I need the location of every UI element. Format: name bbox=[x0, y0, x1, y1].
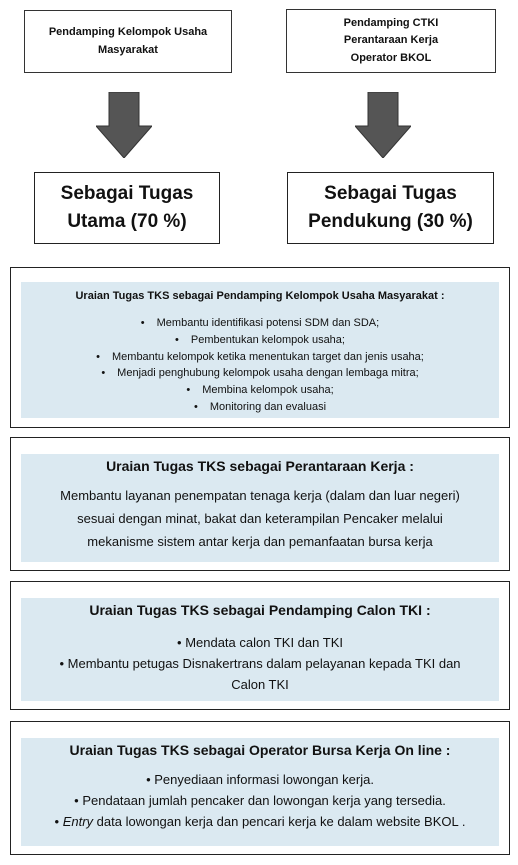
bullet-icon: • bbox=[177, 635, 182, 650]
bullet-icon: • bbox=[186, 384, 191, 397]
main-task-box bbox=[34, 172, 220, 244]
list-item bbox=[21, 332, 499, 349]
list-item-text: Penyediaan informasi lowongan kerja. bbox=[154, 772, 374, 787]
role-label-line: Perantaraan Kerja bbox=[343, 34, 439, 47]
bullet-icon: • bbox=[74, 793, 79, 808]
list-item bbox=[21, 769, 499, 790]
section-perantaraan-kerja bbox=[10, 437, 510, 571]
bullet-icon: • bbox=[101, 367, 106, 380]
section-bursa-kerja-online bbox=[10, 721, 510, 855]
section-panel bbox=[21, 454, 499, 562]
duty-list bbox=[21, 315, 499, 416]
bullet-icon: • bbox=[140, 317, 145, 329]
list-item-text: Membina kelompok usaha; bbox=[202, 384, 334, 397]
support-task-box bbox=[287, 172, 494, 244]
list-item bbox=[21, 653, 499, 674]
section-title: Uraian Tugas TKS sebagai Operator Bursa Kerja On line : bbox=[69, 742, 451, 758]
description-line: sesuai dengan minat, bakat dan keterampilan Pencaker melalui bbox=[77, 511, 443, 526]
section-description bbox=[21, 484, 499, 553]
list-item-text: data lowongan kerja dan pencari kerja ke dalam website BKOL . bbox=[93, 814, 466, 829]
list-item-text: Pendataan jumlah pencaker dan lowongan kerja yang tersedia. bbox=[82, 793, 446, 808]
list-item-text: Membantu identifikasi potensi SDM dan SDA; bbox=[156, 317, 380, 329]
section-title: Uraian Tugas TKS sebagai Perantaraan Kerja : bbox=[106, 458, 414, 474]
task-title-line: Sebagai Tugas bbox=[324, 183, 457, 205]
duty-list bbox=[21, 632, 499, 695]
bullet-icon: • bbox=[175, 333, 179, 346]
list-item bbox=[21, 399, 499, 416]
bullet-icon: • bbox=[59, 656, 65, 671]
task-percentage-line: Utama (70 %) bbox=[67, 211, 187, 232]
role-box-kelompok-usaha bbox=[24, 10, 232, 73]
list-item bbox=[21, 632, 499, 653]
duty-list bbox=[21, 769, 499, 832]
bullet-icon: • bbox=[193, 400, 198, 413]
task-title-line: Sebagai Tugas bbox=[60, 183, 194, 205]
section-panel bbox=[21, 738, 499, 846]
list-item-text: Membantu kelompok ketika menentukan target dan jenis usaha; bbox=[112, 350, 424, 363]
role-label-line: Operator BKOL bbox=[350, 51, 432, 64]
task-percentage-line: Pendukung (30 %) bbox=[308, 211, 473, 232]
section-kelompok-usaha bbox=[10, 267, 510, 428]
list-item bbox=[21, 811, 499, 832]
list-item-text: Pembentukan kelompok usaha; bbox=[190, 333, 345, 346]
list-item-emphasis: Entry bbox=[62, 814, 94, 829]
bullet-icon: • bbox=[96, 350, 100, 363]
bullet-icon: • bbox=[146, 772, 151, 787]
section-panel bbox=[21, 598, 499, 701]
list-item-text: Menjadi penghubung kelompok usaha dengan lembaga mitra; bbox=[117, 367, 419, 380]
list-item-continuation: Calon TKI bbox=[231, 677, 289, 692]
role-box-ctki-bkol bbox=[286, 9, 496, 73]
role-label-line: Masyarakat bbox=[98, 43, 158, 56]
bullet-icon: • bbox=[54, 814, 60, 829]
list-item-text: Mendata calon TKI dan TKI bbox=[185, 635, 343, 650]
list-item-text: Membantu petugas Disnakertrans dalam pelayanan kepada TKI dan bbox=[67, 656, 461, 671]
list-item bbox=[21, 349, 499, 366]
section-title: Uraian Tugas TKS sebagai Pendamping Calon TKI : bbox=[89, 602, 431, 618]
section-calon-tki bbox=[10, 581, 510, 710]
description-line: Membantu layanan penempatan tenaga kerja (dalam dan luar negeri) bbox=[60, 488, 460, 503]
list-item bbox=[21, 315, 499, 332]
list-item bbox=[21, 382, 499, 399]
down-arrow-icon bbox=[355, 92, 411, 158]
down-arrow-icon bbox=[96, 92, 152, 158]
description-line: mekanisme sistem antar kerja dan pemanfaatan bursa kerja bbox=[87, 534, 433, 549]
section-panel bbox=[21, 282, 499, 418]
role-label-line: Pendamping Kelompok Usaha bbox=[48, 26, 208, 39]
section-title: Uraian Tugas TKS sebagai Pendamping Kelompok Usaha Masyarakat : bbox=[75, 290, 445, 302]
list-item bbox=[21, 365, 499, 382]
role-label-line: Pendamping CTKI bbox=[343, 17, 439, 30]
list-item bbox=[21, 790, 499, 811]
list-item-text: Monitoring dan evaluasi bbox=[209, 400, 327, 413]
